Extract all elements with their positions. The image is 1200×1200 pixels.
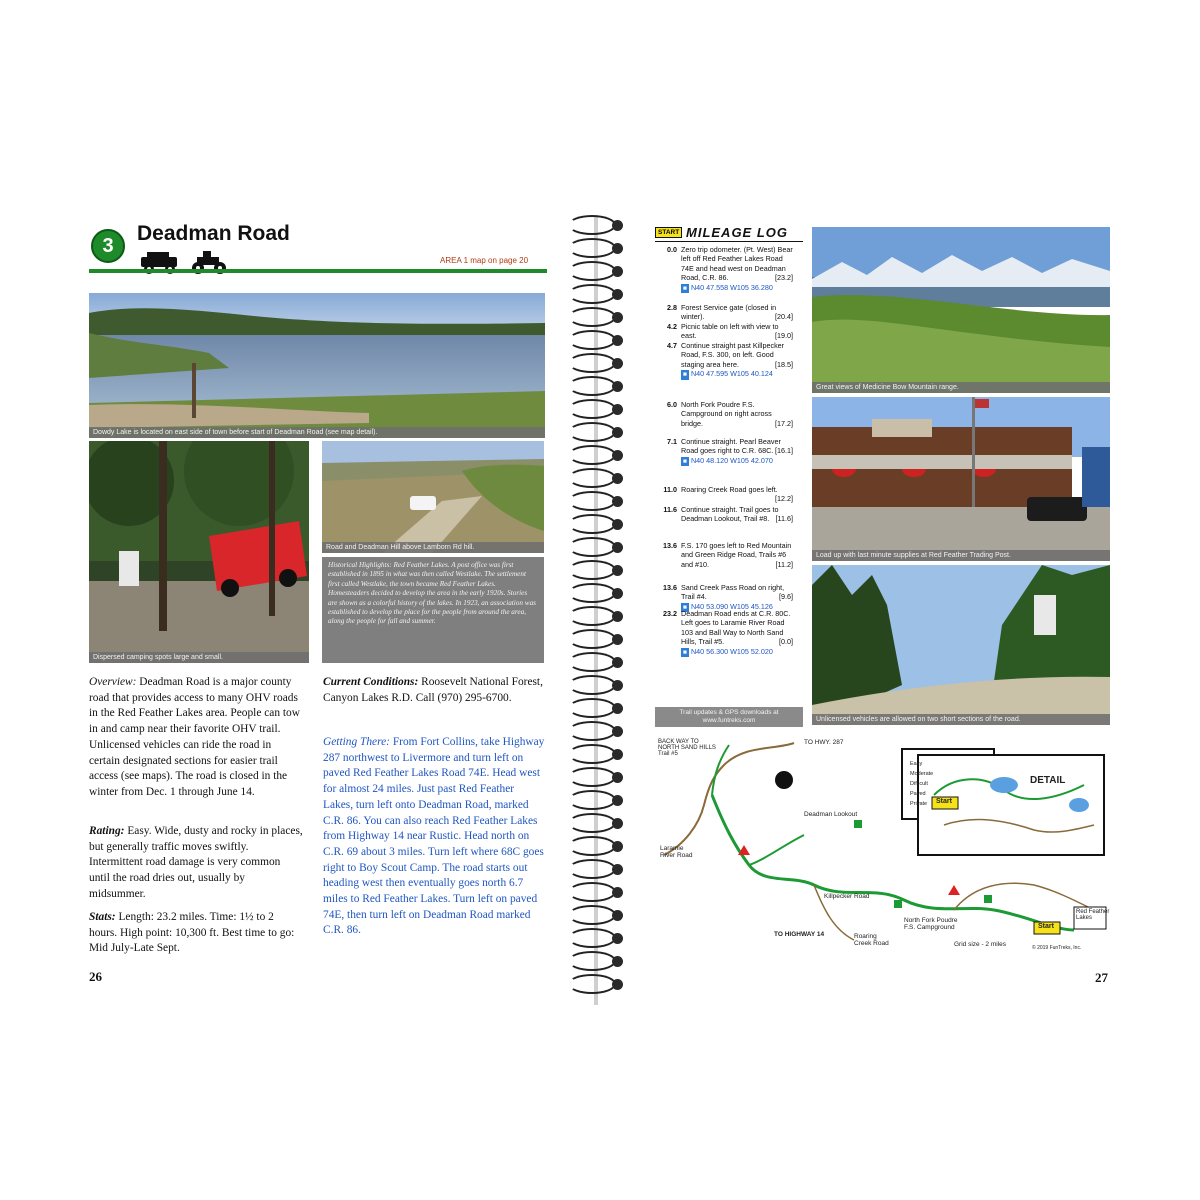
spiral-ring: [568, 790, 616, 810]
map-place-roaring-creek: Roaring Creek Road: [854, 933, 889, 947]
gps-icon: ■: [683, 648, 687, 656]
binding-hole: [612, 749, 623, 760]
trail-map: [654, 735, 1112, 955]
spiral-ring: [568, 675, 616, 695]
lake-photo: [89, 293, 545, 438]
binding-hole: [612, 772, 623, 783]
gps-note: Trail updates & GPS downloads at www.funtreks.com: [655, 707, 803, 727]
gps-icon: ■: [683, 371, 687, 379]
binding-hole: [612, 565, 623, 576]
log-description: [681, 485, 793, 504]
log-mileage: 2.8: [667, 303, 677, 312]
binding-hole: [612, 795, 623, 806]
spiral-ring: [568, 583, 616, 603]
binding-hole: [612, 680, 623, 691]
log-mileage: 4.2: [667, 322, 677, 331]
gps-text: N40 48.120 W105 42.070: [690, 455, 773, 465]
binding-hole: [612, 427, 623, 438]
right-page: [640, 215, 1120, 1005]
getting-there-section: [323, 735, 545, 939]
spiral-ring: [568, 652, 616, 672]
page-number-right: 27: [1095, 970, 1108, 985]
spiral-ring: [568, 698, 616, 718]
area-reference: AREA 1 map on page 20: [440, 256, 529, 265]
binding-hole: [612, 404, 623, 415]
log-description: [681, 437, 793, 466]
log-mileage: 7.1: [667, 437, 677, 446]
gps-icon: ■: [683, 603, 687, 611]
trail-number: 3: [102, 235, 114, 257]
log-mileage: 4.7: [667, 341, 677, 350]
map-start-label-main: Start: [1038, 923, 1054, 930]
spiral-ring: [568, 813, 616, 833]
binding-hole: [612, 289, 623, 300]
spiral-ring: [568, 238, 616, 258]
legend-paved: Paved: [910, 791, 926, 797]
map-label-north-sand-hills: BACK WAY TO NORTH SAND HILLS Trail #5: [658, 739, 716, 757]
gps-text: N40 47.558 W105 36.280: [690, 282, 773, 292]
spiral-ring: [568, 629, 616, 649]
binding-hole: [612, 450, 623, 461]
spiral-ring: [568, 422, 616, 442]
spiral-ring: [568, 905, 616, 925]
log-description: [681, 322, 793, 341]
trail-number-badge: [91, 229, 125, 263]
forest-photo-caption: Unlicensed vehicles are allowed on two short sections of the road.: [812, 714, 1110, 725]
road-photo-caption: Road and Deadman Hill above Lamborn Rd hill.: [322, 542, 544, 553]
log-mileage: 23.2: [663, 609, 677, 618]
binding-hole: [612, 358, 623, 369]
log-mileage: 11.0: [663, 485, 677, 494]
binding-hole: [612, 818, 623, 829]
start-tag: START: [655, 227, 682, 238]
log-remaining: [18.5]: [775, 359, 793, 369]
getting-there-text: From Fort Collins, take Highway 287 northwest to Livermore and turn left on paved Red Feather Lakes Road 74E. Head west for almost 24 miles. Just past Red Feather Lakes, turn left onto Deadman Road, marked C.R. 86. You can also reach Red Feather Lakes from Highway 14 near Rustic. Head north on C.R. 69 about 3 miles. Turn left where 68C goes right to Boy Scout Camp. The road starts out heading west then eventually goes north 6.7 miles to Red Feather Lakes. Turn left on paved 74E, then turn left on Deadman Road marked C.R. 86.: [323, 736, 545, 937]
spiral-ring: [568, 859, 616, 879]
binding-hole: [612, 956, 623, 967]
mileage-log: [655, 245, 805, 703]
log-remaining: [20.4]: [775, 312, 793, 322]
gps-text: N40 56.300 W105 52.020: [690, 646, 773, 656]
binding-hole: [612, 703, 623, 714]
map-place-laramie-river: Laramie River Road: [660, 845, 693, 859]
log-divider: [655, 241, 803, 242]
legend-difficult: Difficult: [910, 781, 928, 787]
spiral-ring: [568, 399, 616, 419]
mountain-photo-caption: Great views of Medicine Bow Mountain range.: [812, 382, 1110, 393]
spiral-ring: [568, 767, 616, 787]
log-text: F.S. 170 goes left to Red Mountain and Green Ridge Road, Trails #6 and #10.: [681, 541, 792, 569]
title-divider: [89, 269, 547, 273]
spiral-ring: [568, 215, 616, 235]
log-description: [681, 245, 793, 293]
spiral-ring: [568, 928, 616, 948]
binding-hole: [612, 841, 623, 852]
log-remaining: [23.2]: [775, 273, 793, 283]
lake-photo-caption: Dowdy Lake is located on east side of town before start of Deadman Road (see map detail).: [89, 427, 545, 438]
rating-section: [89, 824, 303, 903]
map-place-deadman-lookout: Deadman Lookout: [804, 811, 858, 818]
gps-icon: ■: [683, 284, 687, 292]
binding-hole: [612, 266, 623, 277]
log-text: Continue straight. Trail goes to Deadman Lookout, Trail #8.: [681, 505, 779, 524]
spiral-ring: [568, 376, 616, 396]
binding-hole: [612, 864, 623, 875]
log-remaining: [9.6]: [779, 592, 793, 602]
road-photo: [322, 441, 544, 553]
spiral-ring: [568, 951, 616, 971]
map-copyright: © 2019 FunTreks, Inc.: [1032, 945, 1082, 951]
binding-hole: [612, 910, 623, 921]
binding-hole: [612, 611, 623, 622]
log-text: Continue straight. Pearl Beaver Road goes right to C.R. 68C.: [681, 437, 781, 456]
historical-note: [322, 557, 544, 663]
stats-text: Length: 23.2 miles. Time: 1½ to 2 hours. High point: 10,300 ft. Best time to go: Mid July-Late Sept.: [89, 911, 295, 955]
log-remaining: [17.2]: [775, 418, 793, 428]
map-detail-label: DETAIL: [1030, 775, 1066, 786]
binding-hole: [612, 634, 623, 645]
log-text: Continue straight past Killpecker Road, F.S. 300, on left. Good staging area here.: [681, 341, 785, 369]
binding-hole: [612, 496, 623, 507]
log-mileage: 6.0: [667, 400, 677, 409]
jeep-icon: [137, 251, 183, 280]
overview-label: Overview:: [89, 676, 137, 688]
log-description: [681, 541, 793, 569]
map-start-label-detail: Start: [936, 798, 952, 805]
log-text: Zero trip odometer. (Pt. West) Bear left off Red Feather Lakes Road 74E and head west on Deadman Road, C.R. 86.: [681, 245, 793, 283]
camping-photo: [89, 441, 309, 663]
log-description: [681, 303, 793, 322]
spiral-ring: [568, 560, 616, 580]
binding-hole: [612, 657, 623, 668]
spiral-ring: [568, 514, 616, 534]
log-remaining: [19.0]: [775, 331, 793, 341]
getting-there-label: Getting There:: [323, 736, 390, 748]
log-description: [681, 609, 793, 657]
log-mileage: 13.6: [663, 541, 677, 550]
trail-map-graphic: [654, 735, 1112, 955]
spiral-ring: [568, 330, 616, 350]
binding-hole: [612, 220, 623, 231]
rating-text: Easy. Wide, dusty and rocky in places, but generally traffic moves swiftly. Intermittent road damage is very common until the road dries out, usually by midsummer.: [89, 825, 303, 900]
conditions-section: [323, 675, 545, 706]
overview-text: Deadman Road is a major county road that provides access to many OHV roads in the Red Feather Lakes area. People can tow in and camp near their favorite OHV trail. Unlicensed vehicles can ride the road in certain designated sections for easier trail access (see maps). The road is closed in the winter from Dec. 1 through June 14.: [89, 676, 300, 798]
spiral-binding: [560, 215, 630, 1005]
binding-hole: [612, 588, 623, 599]
spiral-ring: [568, 353, 616, 373]
mountain-photo: [812, 227, 1110, 393]
gps-icon: ■: [683, 457, 687, 465]
log-mileage: 13.6: [663, 583, 677, 592]
binding-hole: [612, 887, 623, 898]
log-text: Picnic table on left with view to east.: [681, 322, 779, 341]
spiral-ring: [568, 882, 616, 902]
binding-hole: [612, 243, 623, 254]
map-grid-note: Grid size - 2 miles: [954, 941, 1007, 948]
store-photo-caption: Load up with last minute supplies at Red Feather Trading Post.: [812, 550, 1110, 561]
log-remaining: [11.2]: [775, 559, 793, 569]
binding-hole: [612, 519, 623, 530]
spiral-ring: [568, 307, 616, 327]
log-remaining: [11.6]: [775, 514, 793, 524]
log-gps-coords: [681, 369, 793, 379]
map-place-killpecker: Killpecker Road: [824, 893, 870, 900]
log-gps-coords: [681, 456, 793, 466]
binding-hole: [612, 542, 623, 553]
log-mileage: 0.0: [667, 245, 677, 254]
gps-text: N40 47.595 W105 40.124: [690, 369, 773, 379]
binding-hole: [612, 381, 623, 392]
stats-label: Stats:: [89, 911, 116, 923]
log-text: North Fork Poudre F.S. Campground on right across bridge.: [681, 400, 772, 428]
spiral-ring: [568, 491, 616, 511]
spiral-ring: [568, 606, 616, 626]
spiral-ring: [568, 445, 616, 465]
legend-private: Private: [910, 801, 928, 807]
spiral-ring: [568, 468, 616, 488]
spiral-ring: [568, 261, 616, 281]
map-place-north-fork-campground: North Fork Poudre F.S. Campground: [904, 917, 958, 931]
binding-hole: [612, 726, 623, 737]
log-text: Roaring Creek Road goes left.: [681, 485, 778, 494]
spiral-ring: [568, 284, 616, 304]
log-remaining: [12.2]: [775, 494, 793, 504]
page-title: Deadman Road: [137, 222, 290, 245]
gps-text: N40 53.090 W105 45.126: [690, 601, 773, 611]
spiral-ring: [568, 721, 616, 741]
store-photo: [812, 397, 1110, 561]
log-text: Forest Service gate (closed in winter).: [681, 303, 777, 322]
log-description: [681, 505, 793, 524]
conditions-text: Roosevelt National Forest, Canyon Lakes R.D. Call (970) 295-6700.: [323, 676, 543, 704]
page-number-left: 26: [89, 969, 102, 984]
mileage-log-title: MILEAGE LOG: [686, 225, 788, 240]
spiral-ring: [568, 974, 616, 994]
binding-hole: [612, 473, 623, 484]
legend-easy: Easy: [910, 761, 923, 767]
binding-hole: [612, 933, 623, 944]
log-gps-coords: [681, 283, 793, 293]
log-text: Sand Creek Pass Road on right, Trail #4.: [681, 583, 785, 602]
map-label-hwy-287: TO HWY. 287: [804, 739, 844, 746]
spiral-ring: [568, 836, 616, 856]
stats-section: [89, 910, 303, 957]
overview-section: [89, 675, 303, 801]
log-description: [681, 341, 793, 380]
legend-moderate: Moderate: [910, 771, 934, 777]
log-remaining: [0.0]: [779, 637, 793, 647]
conditions-label: Current Conditions:: [323, 676, 419, 688]
binding-hole: [612, 312, 623, 323]
spiral-ring: [568, 537, 616, 557]
camping-photo-caption: Dispersed camping spots large and small.: [89, 652, 309, 663]
binding-hole: [612, 335, 623, 346]
rating-label: Rating:: [89, 825, 125, 837]
historical-note-text: Historical Highlights: Red Feather Lakes. A post office was first established in 1895 in what was then called Westlake. The settlement first called Westlake, the town became Red Feather Lakes. Homesteaders decided to develop the area in the early 1920s. Stories are shown as a colorful history of the lakes. In 1923, an association was established to develop the place for the people from around the area, along the people for fall and summer.: [328, 561, 536, 626]
log-gps-coords: [681, 647, 793, 657]
binding-hole: [612, 979, 623, 990]
log-text: Deadman Road ends at C.R. 80C. Left goes to Laramie River Road 103 and Ball Way to North Sand Hills, Trail #5.: [681, 609, 791, 647]
spiral-ring: [568, 744, 616, 764]
forest-photo: [812, 565, 1110, 725]
map-place-hwy-14: TO HIGHWAY 14: [774, 931, 825, 938]
atv-icon: [189, 251, 229, 280]
log-mileage: 11.6: [663, 505, 677, 514]
map-place-red-feather: Red Feather Lakes: [1076, 909, 1110, 921]
log-remaining: [16.1]: [775, 446, 793, 456]
log-description: [681, 400, 793, 428]
log-description: [681, 583, 793, 612]
left-page: [85, 205, 555, 1005]
